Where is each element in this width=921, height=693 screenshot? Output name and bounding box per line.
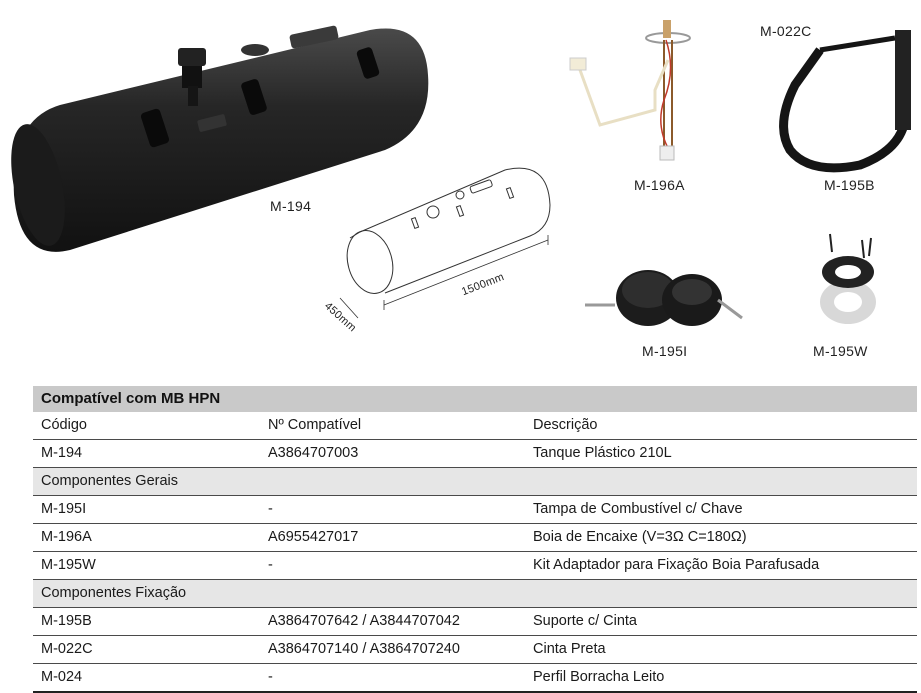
label-m196a: M-196A xyxy=(634,177,685,193)
table-row xyxy=(33,608,917,636)
cell-description: Suporte c/ Cinta xyxy=(533,613,637,629)
cell-compatible-number: A3864707642 / A3844707042 xyxy=(268,613,460,629)
cell-code: M-024 xyxy=(41,669,83,685)
table-header-row xyxy=(33,412,917,440)
label-m022c: M-022C xyxy=(760,23,812,39)
bracket-strap-image xyxy=(784,30,911,168)
fuel-cap-image xyxy=(585,270,742,326)
cell-code: M-022C xyxy=(41,641,93,657)
cell-description: Tanque Plástico 210L xyxy=(533,445,672,461)
section-label: Componentes Fixação xyxy=(41,585,187,601)
fuel-tank-image xyxy=(2,25,429,252)
table-row xyxy=(33,552,917,580)
adapter-kit-image xyxy=(820,234,876,324)
header-description: Descrição xyxy=(533,417,598,433)
table-title: Compatível com MB HPN xyxy=(33,386,917,412)
header-compatible-number: Nº Compatível xyxy=(268,417,362,433)
table-row xyxy=(33,524,917,552)
cell-compatible-number: A3864707003 xyxy=(268,445,359,461)
cell-compatible-number: A6955427017 xyxy=(268,529,359,545)
table-row xyxy=(33,664,917,693)
table-row xyxy=(33,636,917,664)
cell-code: M-195W xyxy=(41,557,96,573)
section-label: Componentes Gerais xyxy=(41,473,179,489)
cell-code: M-195B xyxy=(41,613,92,629)
table-row xyxy=(33,440,917,468)
cell-compatible-number: - xyxy=(268,557,273,573)
label-length-dim: 1500mm xyxy=(460,271,506,299)
label-m194: M-194 xyxy=(270,198,312,214)
section-row-general xyxy=(33,468,917,496)
compatibility-table xyxy=(33,386,917,693)
cell-description: Cinta Preta xyxy=(533,641,606,657)
cell-description: Tampa de Combustível c/ Chave xyxy=(533,501,743,517)
cell-code: M-195I xyxy=(41,501,87,517)
header-code: Código xyxy=(41,417,87,433)
cell-code: M-194 xyxy=(41,445,83,461)
label-diameter-dim: 450mm xyxy=(321,300,359,335)
table-row xyxy=(33,496,917,524)
cell-compatible-number: - xyxy=(268,501,273,517)
cell-compatible-number: A3864707140 / A3864707240 xyxy=(268,641,460,657)
cell-description: Perfil Borracha Leito xyxy=(533,669,665,685)
tank-line-drawing xyxy=(340,168,550,318)
cell-description: Kit Adaptador para Fixação Boia Parafusada xyxy=(533,557,820,573)
label-m195i: M-195I xyxy=(642,343,688,359)
cell-code: M-196A xyxy=(41,529,92,545)
label-m195b: M-195B xyxy=(824,177,875,193)
label-m195w: M-195W xyxy=(813,343,868,359)
cell-compatible-number: - xyxy=(268,669,273,685)
cell-description: Boia de Encaixe (V=3Ω C=180Ω) xyxy=(533,529,747,545)
section-row-mounting xyxy=(33,580,917,608)
float-sensor-image xyxy=(570,20,690,160)
